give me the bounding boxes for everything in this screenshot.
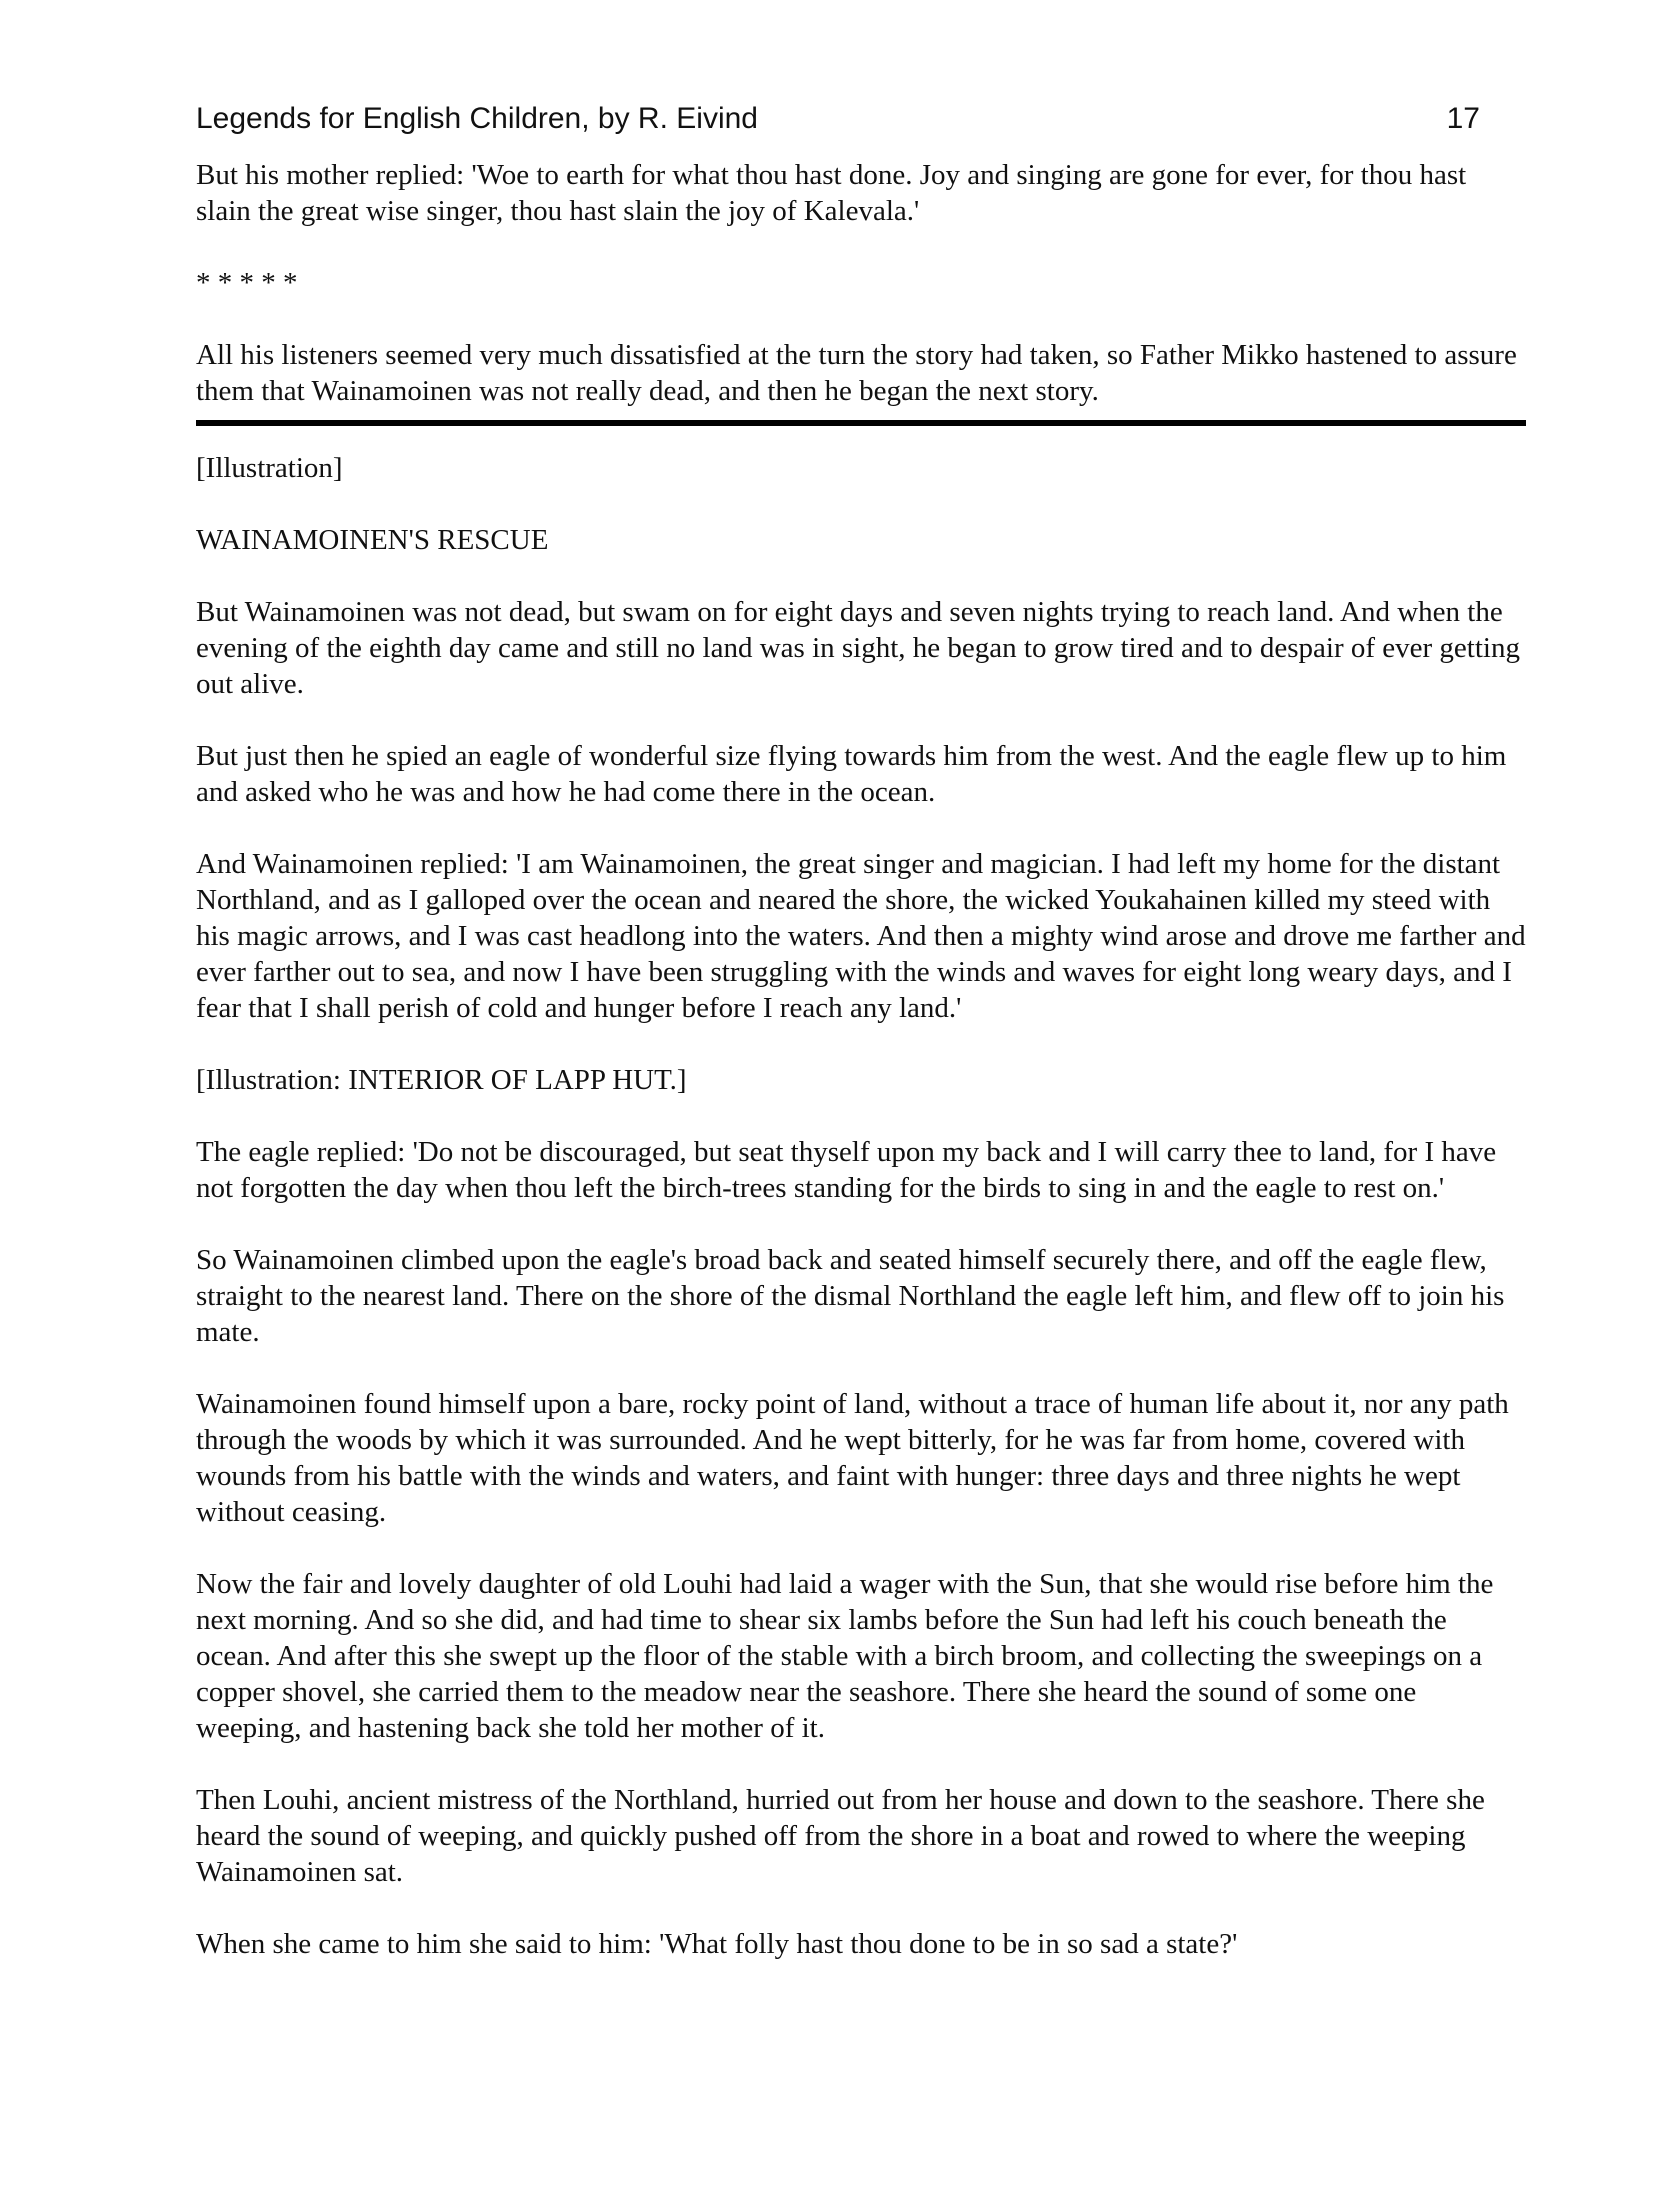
paragraph: Now the fair and lovely daughter of old Louhi had laid a wager with the Sun, that she would rise before him the next morning. And so she did, and had time to shear six lambs before the Sun had left his couch beneath the ocean. And after this she swept up the floor of the stable with a birch broom, and collecting the sweepings on a copper shovel, she carried them to the meadow near the seashore. There she heard the sound of some one weeping, and hastening back she told her mother of it. [196,1568,1494,1744]
paragraph: Wainamoinen found himself upon a bare, rocky point of land, without a trace of human life about it, nor any path through the woods by which it was surrounded. And he wept bitterly, for he was far from home, covered with wounds from his battle with the winds and waters, and faint with hunger: three days and three nights he wept without ceasing. [196,1388,1509,1528]
chapter-heading: WAINAMOINEN'S RESCUE [196,524,549,556]
page-body [196,157,1526,1998]
horizontal-rule [196,420,1526,426]
paragraph: And Wainamoinen replied: 'I am Wainamoinen, the great singer and magician. I had left my home for the distant Northland, and as I galloped over the ocean and neared the shore, the wicked Youkahainen killed my steed with his magic arrows, and I was cast headlong into the waters. And then a mighty wind arose and drove me farther and ever farther out to sea, and now I have been struggling with the winds and waves for eight long weary days, and I fear that I shall perish of cold and hunger before I reach any land.' [196,848,1526,1024]
paragraph: But his mother replied: 'Woe to earth for what thou hast done. Joy and singing are gone for ever, for thou hast slain the great wise singer, thou hast slain the joy of Kalevala.' [196,159,1467,227]
paragraph: But Wainamoinen was not dead, but swam on for eight days and seven nights trying to reach land. And when the evening of the eighth day came and still no land was in sight, he began to grow tired and to despair of ever getting out alive. [196,596,1520,700]
book-title: Legends for English Children, by R. Eivind [196,102,758,135]
page-header [196,96,1480,142]
paragraph: But just then he spied an eagle of wonderful size flying towards him from the west. And the eagle flew up to him and asked who he was and how he had come there in the ocean. [196,740,1507,808]
illustration-placeholder: [Illustration] [196,452,343,484]
section-separator: * * * * * [196,267,298,299]
paragraph: When she came to him she said to him: 'What folly hast thou done to be in so sad a state?' [196,1928,1238,1960]
paragraph: Then Louhi, ancient mistress of the Northland, hurried out from her house and down to the seashore. There she heard the sound of weeping, and quickly pushed off from the shore in a boat and rowed to where the weeping Wainamoinen sat. [196,1784,1485,1888]
illustration-caption: [Illustration: INTERIOR OF LAPP HUT.] [196,1064,687,1096]
paragraph: The eagle replied: 'Do not be discouraged, but seat thyself upon my back and I will carry thee to land, for I have not forgotten the day when thou left the birch-trees standing for the birds to sing in and the eagle to rest on.' [196,1136,1497,1204]
paragraph: All his listeners seemed very much dissatisfied at the turn the story had taken, so Father Mikko hastened to assure them that Wainamoinen was not really dead, and then he began the next story. [196,339,1517,407]
page-number: 17 [1446,102,1480,135]
paragraph: So Wainamoinen climbed upon the eagle's broad back and seated himself securely there, and off the eagle flew, straight to the nearest land. There on the shore of the dismal Northland the eagle left him, and flew off to join his mate. [196,1244,1505,1348]
